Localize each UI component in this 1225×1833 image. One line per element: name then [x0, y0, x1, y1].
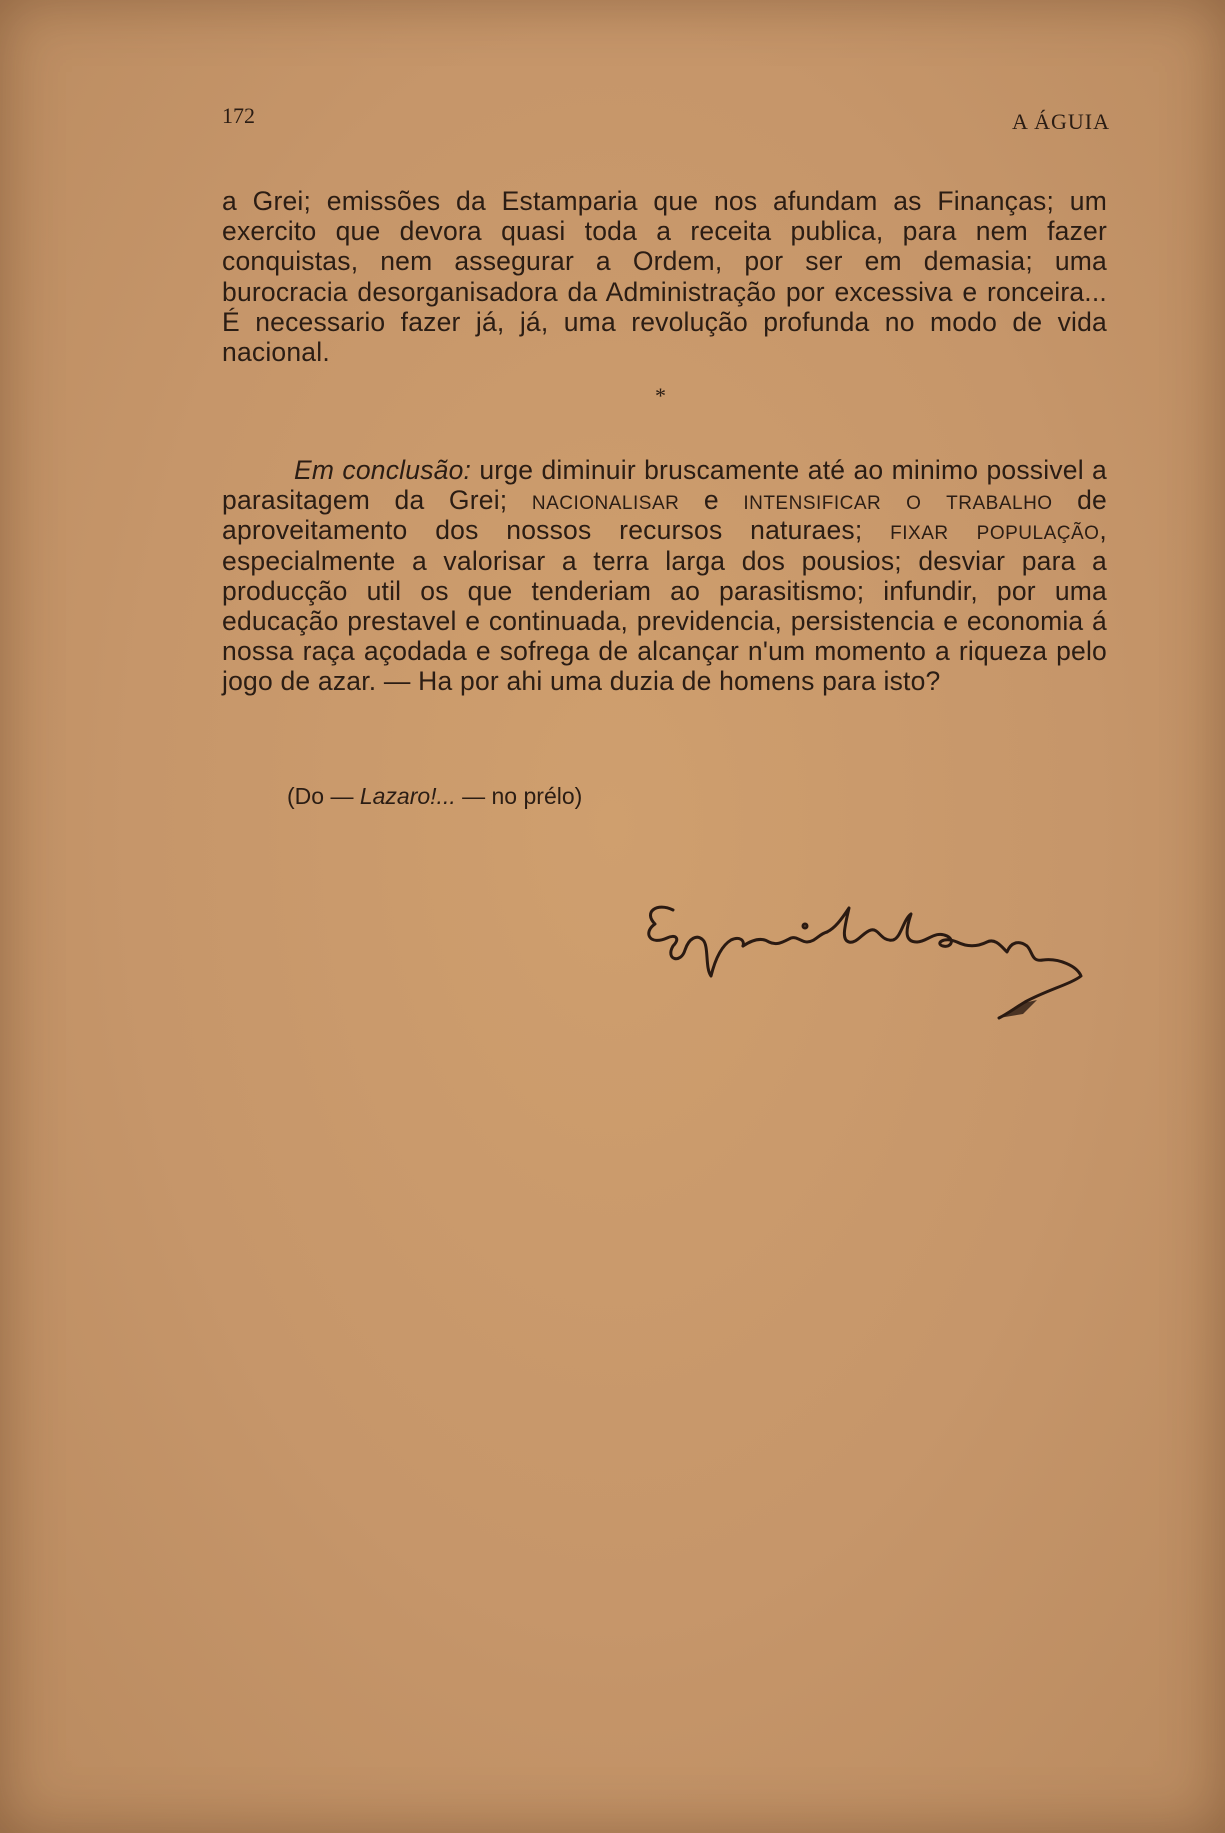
credit-open: (Do — [287, 783, 360, 809]
credit-title: Lazaro!... [359, 783, 456, 809]
section-separator: * [655, 383, 666, 408]
small-caps-1: nacionalisar [531, 485, 680, 516]
paragraph-text-2: e [679, 485, 744, 516]
paragraph-text-1: urge diminuir bruscamente até ao minimo possivel a parasitagem da Grei; [222, 455, 1107, 516]
paragraph-2 [222, 455, 1107, 697]
source-credit [287, 783, 582, 810]
small-caps-2: intensificar o trabalho [743, 485, 1053, 516]
paragraph-text-3: de aproveitamento dos nossos recursos naturaes; [222, 485, 1107, 546]
paragraph-text-4: , especialmente a valorisar a terra larga dos pousios; desviar para a producção util os que tenderiam ao parasitismo; infundir, por uma educação prestavel e continuada, previdencia, persistencia e economia á nossa raça açodada e sofrega de alcançar n'um momento a riqueza pelo jogo de azar. — Ha por ahi uma duzia de homens para isto? [222, 515, 1107, 697]
journal-title: A ÁGUIA [1011, 109, 1110, 134]
page-number: 172 [222, 103, 255, 128]
paragraph-1: a Grei; emissões da Estamparia que nos afundam as Finanças; um exercito que devora quasi toda a receita publica, para nem fazer conquistas, nem assegurar a Ordem, por ser em demasia; uma burocracia desorganisadora da Administração por excessiva e ronceira... É necessario fazer já, já, uma revolução profunda no modo de vida nacional. [222, 186, 1107, 368]
small-caps-3: fixar população [890, 515, 1100, 546]
paragraph-lead: Em conclusão: [294, 455, 472, 485]
author-signature [635, 880, 1095, 1030]
credit-close: — no prélo) [455, 783, 583, 809]
